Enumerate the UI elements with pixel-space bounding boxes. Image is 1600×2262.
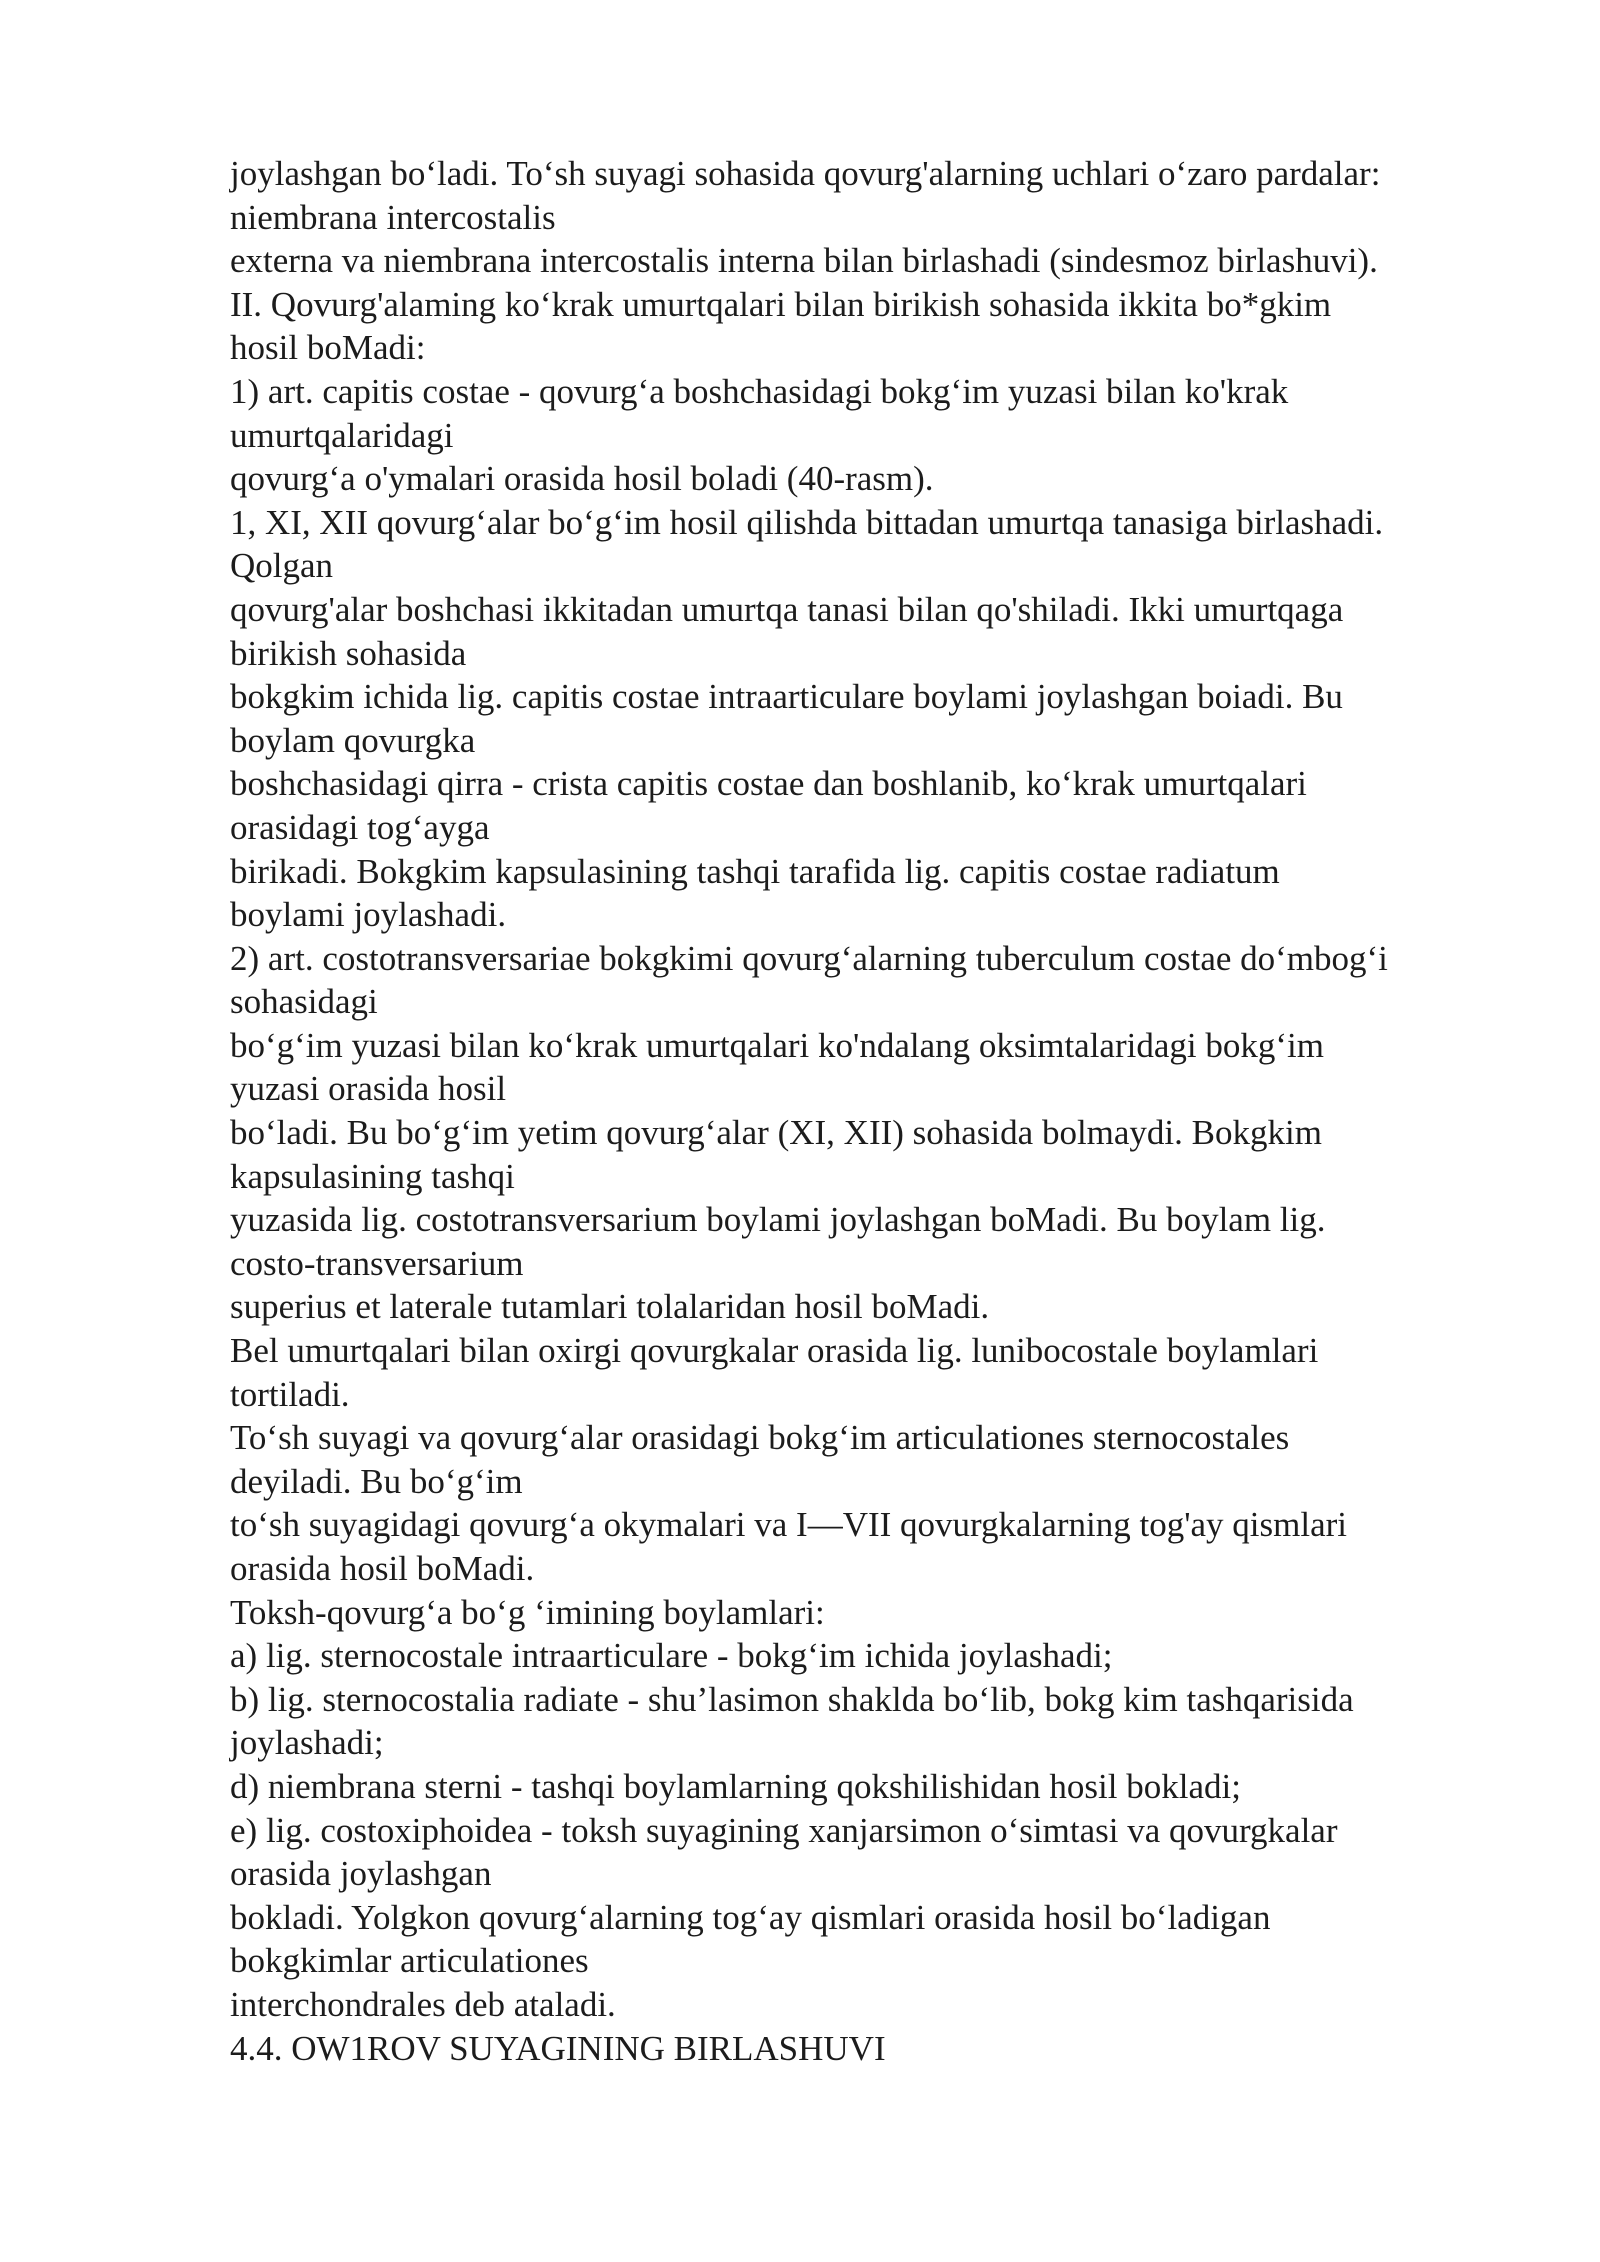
text-line: hosil boMadi: — [230, 328, 426, 368]
document-page — [230, 152, 1560, 2070]
text-line: bokgkim ichida lig. capitis costae intraarticulare boylami joylashgan boiadi. Bu — [230, 677, 1343, 717]
text-line: II. Qovurg'alaming ko‘krak umurtqalari bilan birikish sohasida ikkita bo*gkim — [230, 284, 1332, 324]
text-line: birikadi. Bokgkim kapsulasining tashqi tarafida lig. capitis costae radiatum — [230, 851, 1280, 891]
text-line: Qolgan — [230, 546, 334, 586]
text-line: Bel umurtqalari bilan oxirgi qovurgkalar orasida lig. lunibocostale boylamlari — [230, 1331, 1319, 1371]
text-line: yuzasi orasida hosil — [230, 1069, 507, 1109]
text-line: boshchasidagi qirra - crista capitis costae dan boshlanib, ko‘krak umurtqalari — [230, 764, 1307, 804]
text-line: kapsulasining tashqi — [230, 1156, 515, 1196]
text-line: joylashadi; — [230, 1723, 384, 1763]
text-line: 1) art. capitis costae - qovurg‘a boshchasidagi bokg‘im yuzasi bilan ko'krak — [230, 371, 1289, 411]
text-line: joylashgan bo‘ladi. To‘sh suyagi sohasida qovurg'alarning uchlari o‘zaro pardalar: — [230, 154, 1381, 193]
text-line: orasidagi tog‘ayga — [230, 807, 490, 847]
text-line: costo-transversarium — [230, 1243, 524, 1283]
text-line: deyiladi. Bu bo‘g‘im — [230, 1461, 523, 1501]
text-line: externa va niembrana intercostalis interna bilan birlashadi (sindesmoz birlashuvi). — [230, 241, 1378, 281]
text-line: boylami joylashadi. — [230, 895, 507, 935]
text-line: superius et laterale tutamlari tolalaridan hosil boMadi. — [230, 1287, 990, 1327]
section-heading: 4.4. OW1ROV SUYAGINING BIRLASHUVI — [230, 2028, 886, 2068]
text-line: tortiladi. — [230, 1374, 350, 1414]
text-line: bokgkimlar articulationes — [230, 1941, 589, 1981]
text-line: 2) art. costotransversariae bokgkimi qovurg‘alarning tuberculum costae do‘mbog‘i — [230, 938, 1388, 978]
text-line: bo‘g‘im yuzasi bilan ko‘krak umurtqalari ko'ndalang oksimtalaridagi bokg‘im — [230, 1025, 1324, 1065]
text-line: e) lig. costoxiphoidea - toksh suyagining xanjarsimon o‘simtasi va qovurgkalar — [230, 1810, 1338, 1850]
text-line: sohasidagi — [230, 982, 378, 1022]
text-line: yuzasida lig. costotransversarium boylami joylashgan boMadi. Bu boylam lig. — [230, 1200, 1326, 1240]
text-line: interchondrales deb ataladi. — [230, 1984, 616, 2024]
text-line: qovurg‘a o'ymalari orasida hosil boladi (40-rasm). — [230, 459, 934, 499]
text-line: a) lig. sternocostale intraarticulare - bokg‘im ichida joylashadi; — [230, 1636, 1113, 1676]
text-line: niembrana intercostalis — [230, 197, 556, 237]
text-line: boylam qovurgka — [230, 720, 476, 760]
text-line: bo‘ladi. Bu bo‘g‘im yetim qovurg‘alar (XI, XII) sohasida bolmaydi. Bokgkim — [230, 1113, 1322, 1153]
text-line: bokladi. Yolgkon qovurg‘alarning tog‘ay qismlari orasida hosil bo‘ladigan — [230, 1897, 1271, 1937]
text-line: qovurg'alar boshchasi ikkitadan umurtqa tanasi bilan qo'shiladi. Ikki umurtqaga — [230, 589, 1344, 629]
text-line: To‘sh suyagi va qovurg‘alar orasidagi bokg‘im articulationes sternocostales — [230, 1418, 1290, 1458]
text-line: 1, XI, XII qovurg‘alar bo‘g‘im hosil qilishda bittadan umurtqa tanasiga birlashadi. — [230, 502, 1384, 542]
text-line: orasida joylashgan — [230, 1854, 492, 1894]
text-line: to‘sh suyagidagi qovurg‘a okymalari va I—VII qovurgkalarning tog'ay qismlari — [230, 1505, 1347, 1545]
text-line: d) niembrana sterni - tashqi boylamlarning qokshilishidan hosil bokladi; — [230, 1766, 1241, 1806]
text-line: Toksh-qovurg‘a bo‘g ‘imining boylamlari: — [230, 1592, 825, 1632]
text-line: orasida hosil boMadi. — [230, 1549, 535, 1588]
text-line: umurtqalaridagi — [230, 415, 454, 455]
text-line: birikish sohasida — [230, 633, 467, 673]
text-line: b) lig. sternocostalia radiate - shu’lasimon shaklda bo‘lib, bokg kim tashqarisida — [230, 1679, 1354, 1719]
